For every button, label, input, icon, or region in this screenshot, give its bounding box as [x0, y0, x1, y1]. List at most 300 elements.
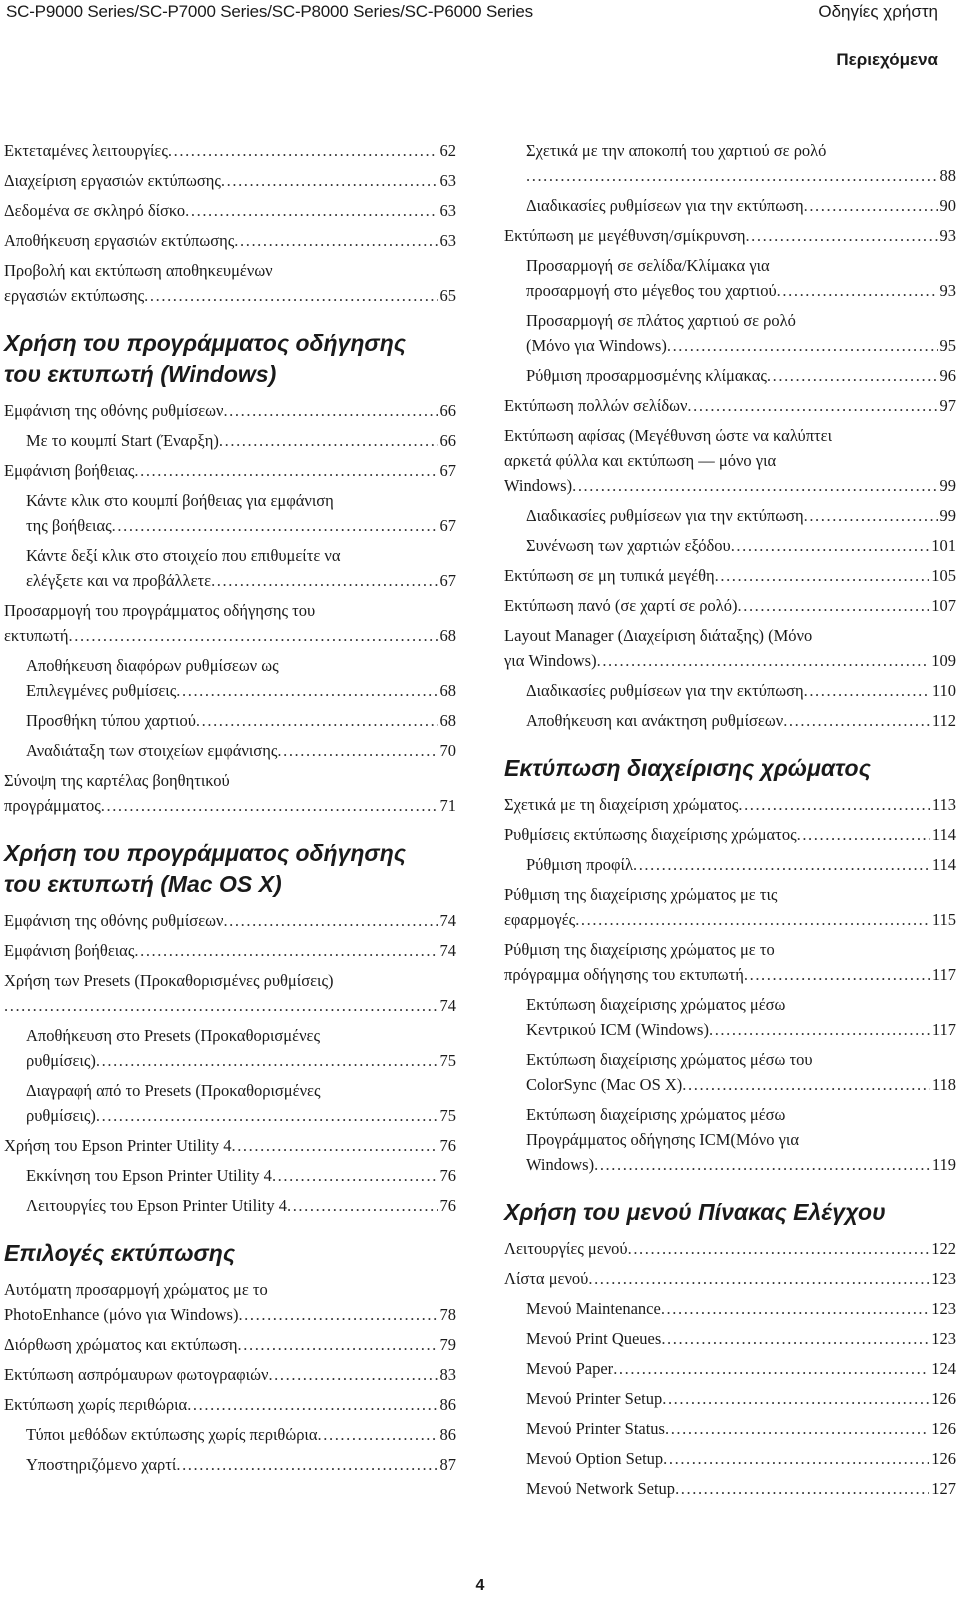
toc-entry-text: Αναδιάταξη των στοιχείων εμφάνισης	[26, 741, 278, 760]
document-title: Οδηγίες χρήστη	[818, 2, 938, 21]
section-heading	[4, 328, 456, 390]
page-header	[0, 0, 960, 40]
toc-entry-text: Λειτουργίες του Epson Printer Utility 4	[26, 1196, 287, 1215]
toc-entry[interactable]	[504, 393, 956, 418]
dot-leader	[168, 138, 438, 163]
dot-leader	[219, 428, 438, 453]
page-ref: 75	[439, 1106, 456, 1125]
toc-entry-text: Εκκίνηση του Epson Printer Utility 4	[26, 1166, 272, 1185]
page-ref: 105	[931, 566, 956, 585]
toc-entry-line	[526, 1152, 956, 1177]
toc-entry-text: Windows)	[526, 1155, 595, 1174]
page-ref: 114	[931, 855, 956, 874]
toc-subentry[interactable]	[4, 1023, 456, 1073]
dot-leader	[767, 363, 938, 388]
dot-leader	[687, 393, 937, 418]
page-ref: 65	[439, 286, 456, 305]
page-ref: 90	[939, 196, 956, 215]
toc-entry-text: Μενού Print Queues	[526, 1329, 662, 1348]
page-ref: 67	[439, 461, 456, 480]
page-ref: 75	[439, 1051, 456, 1070]
toc-entry[interactable]	[4, 168, 456, 193]
toc-entry-line	[4, 458, 456, 483]
dot-leader	[223, 908, 437, 933]
toc-entry-line	[26, 428, 456, 453]
toc-entry-text: Μενού Printer Setup	[526, 1389, 663, 1408]
toc-entry[interactable]	[504, 822, 956, 847]
toc-entry-line	[26, 708, 456, 733]
page-ref: 127	[931, 1479, 956, 1498]
toc-subentry[interactable]	[504, 708, 956, 733]
toc-subentry[interactable]	[504, 533, 956, 558]
toc-entry[interactable]	[4, 968, 456, 1018]
toc-entry-line	[526, 533, 956, 558]
dot-leader	[662, 1386, 929, 1411]
page-ref: 67	[439, 516, 456, 535]
toc-entry-text: Σχετικά με την αποκοπή του χαρτιού σε ρολό	[526, 141, 827, 160]
page-ref: 113	[931, 795, 956, 814]
toc-subentry[interactable]	[504, 1047, 956, 1097]
toc-entry-line	[504, 593, 956, 618]
dot-leader	[804, 193, 938, 218]
dot-leader	[594, 1152, 930, 1177]
toc-entry-text: ρυθμίσεις)	[26, 1106, 96, 1125]
toc-entry[interactable]	[4, 258, 456, 308]
section-heading	[4, 1238, 456, 1269]
page-ref: 123	[931, 1269, 956, 1288]
toc-right-column	[504, 138, 956, 1506]
toc-subentry[interactable]	[504, 678, 956, 703]
section-heading-line: Χρήση του προγράμματος οδήγησης	[4, 330, 406, 356]
toc-entry-line	[526, 1072, 956, 1097]
toc-subentry[interactable]	[504, 1102, 956, 1177]
page-ref: 126	[931, 1449, 956, 1468]
toc-entry-line	[526, 503, 956, 528]
toc-entry-text: Ρύθμιση προφίλ	[526, 855, 633, 874]
page-ref: 70	[439, 741, 456, 760]
toc-subentry[interactable]	[504, 992, 956, 1042]
dot-leader	[526, 163, 938, 188]
dot-leader	[738, 593, 930, 618]
toc-entry-text: Προβολή και εκτύπωση αποθηκευμένων	[4, 261, 273, 280]
toc-entry-text: Κάντε κλικ στο κουμπί βοήθειας για εμφάνιση	[26, 491, 334, 510]
toc-entry-text: Σύνοψη της καρτέλας βοηθητικού	[4, 771, 230, 790]
dot-leader	[731, 533, 930, 558]
toc-subentry[interactable]	[504, 1296, 956, 1321]
toc-entry-line	[526, 163, 956, 188]
toc-entry-line	[504, 962, 956, 987]
page-ref: 68	[439, 711, 456, 730]
page-ref: 112	[931, 711, 956, 730]
toc-subentry[interactable]	[504, 308, 956, 358]
toc-entry-text: ρυθμίσεις)	[26, 1051, 96, 1070]
page-ref: 68	[439, 626, 456, 645]
toc-entry-line	[504, 1266, 956, 1291]
page-ref: 110	[931, 681, 956, 700]
toc-entry-text: Εμφάνιση βοήθειας	[4, 941, 135, 960]
toc-entry[interactable]	[504, 623, 956, 673]
dot-leader	[211, 568, 437, 593]
toc-entry-line	[526, 1326, 956, 1351]
toc-entry-text: προσαρμογή στο μέγεθος του χαρτιού	[526, 281, 777, 300]
toc-subentry[interactable]	[4, 543, 456, 593]
toc-entry-text: Τύποι μεθόδων εκτύπωσης χωρίς περιθώρια	[26, 1425, 318, 1444]
toc-entry[interactable]	[504, 423, 956, 498]
toc-entry-line	[26, 678, 456, 703]
toc-entry-line	[526, 278, 956, 303]
toc-entry[interactable]	[4, 1392, 456, 1417]
dot-leader	[277, 738, 437, 763]
toc-entry-text: προγράμματος	[4, 796, 101, 815]
page-ref: 93	[939, 281, 956, 300]
toc-entry-line	[4, 1362, 456, 1387]
dot-leader	[665, 1416, 929, 1441]
page-ref: 126	[931, 1389, 956, 1408]
page-ref: 74	[439, 911, 456, 930]
toc-entry[interactable]	[504, 937, 956, 987]
toc-entry-text: Εκτύπωση διαχείρισης χρώματος μέσω του	[526, 1050, 813, 1069]
toc-entry-text: Λειτουργίες μενού	[504, 1239, 628, 1258]
toc-entry-text: Λίστα μενού	[504, 1269, 589, 1288]
toc-entry[interactable]	[504, 563, 956, 588]
toc-entry-line	[526, 1476, 956, 1501]
toc-entry-text: Μενού Option Setup	[526, 1449, 664, 1468]
toc-entry-text: Ρύθμιση προσαρμοσμένης κλίμακας	[526, 366, 767, 385]
dot-leader	[709, 1017, 930, 1042]
toc-entry-line	[4, 168, 456, 193]
dot-leader	[101, 793, 438, 818]
toc-entry-text: Μενού Network Setup	[526, 1479, 676, 1498]
toc-entry-text: Υποστηριζόμενο χαρτί	[26, 1455, 177, 1474]
toc-entry-text: Εμφάνιση της οθόνης ρυθμίσεων	[4, 401, 224, 420]
dot-leader	[187, 1392, 437, 1417]
toc-entry-line	[526, 678, 956, 703]
toc-subentry[interactable]	[504, 1356, 956, 1381]
toc-entry-line	[526, 708, 956, 733]
toc-entry-line	[504, 1236, 956, 1261]
page-ref: 95	[939, 336, 956, 355]
section-heading-line: του εκτυπωτή (Windows)	[4, 361, 277, 387]
page-ref: 76	[439, 1166, 456, 1185]
section-heading	[504, 1197, 956, 1228]
toc-entry-line	[26, 568, 456, 593]
toc-entry-text: Προσαρμογή σε πλάτος χαρτιού σε ρολό	[526, 311, 796, 330]
toc-entry-line	[526, 1296, 956, 1321]
toc-entry-text: Σχετικά με τη διαχείριση χρώματος	[504, 795, 739, 814]
page-ref: 76	[439, 1196, 456, 1215]
toc-entry[interactable]	[4, 1133, 456, 1158]
page-ref: 124	[931, 1359, 956, 1378]
dot-leader	[744, 962, 930, 987]
toc-entry-text: Μενού Printer Status	[526, 1419, 665, 1438]
toc-entry-text: Ρύθμιση της διαχείρισης χρώματος με το	[504, 940, 775, 959]
dot-leader	[783, 708, 930, 733]
toc-entry-line	[4, 1302, 456, 1327]
toc-subentry[interactable]	[504, 1446, 956, 1471]
dot-leader	[96, 1048, 438, 1073]
dot-leader	[238, 1302, 437, 1327]
toc-entry-text: (Μόνο για Windows)	[526, 336, 667, 355]
toc-entry[interactable]	[4, 458, 456, 483]
dot-leader	[588, 1266, 929, 1291]
toc-entry-text: της βοήθειας	[26, 516, 112, 535]
toc-subentry[interactable]	[4, 653, 456, 703]
toc-entry-line	[526, 1017, 956, 1042]
toc-entry-line	[504, 393, 956, 418]
toc-entry-text: PhotoEnhance (μόνο για Windows)	[4, 1305, 239, 1324]
dot-leader	[134, 458, 437, 483]
toc-entry-text: αρκετά φύλλα και εκτύπωση — μόνο για	[504, 451, 777, 470]
dot-leader	[667, 333, 938, 358]
section-heading-line: Εκτύπωση διαχείρισης χρώματος	[504, 755, 871, 781]
dot-leader	[804, 678, 930, 703]
toc-entry-line	[26, 1048, 456, 1073]
toc-entry-text: Εκτύπωση χωρίς περιθώρια	[4, 1395, 188, 1414]
dot-leader	[777, 278, 938, 303]
toc-entry[interactable]	[4, 908, 456, 933]
toc-entry-text: Κάντε δεξί κλικ στο στοιχείο που επιθυμείτε να	[26, 546, 341, 565]
page-ref: 119	[931, 1155, 956, 1174]
toc-left-column	[4, 138, 456, 1482]
toc-entry[interactable]	[4, 198, 456, 223]
toc-entry-line	[4, 793, 456, 818]
page-ref: 66	[439, 431, 456, 450]
toc-entry-text: Εκτύπωση με μεγέθυνση/σμίκρυνση	[504, 226, 746, 245]
toc-entry-text: Προσαρμογή σε σελίδα/Κλίμακα για	[526, 256, 770, 275]
toc-entry-text: Χρήση του Epson Printer Utility 4	[4, 1136, 232, 1155]
toc-subentry[interactable]	[504, 1326, 956, 1351]
toc-entry[interactable]	[504, 1266, 956, 1291]
toc-entry-text: Εκτύπωση ασπρόμαυρων φωτογραφιών	[4, 1365, 269, 1384]
toc-entry-line	[526, 1416, 956, 1441]
toc-entry-text: Προσαρμογή του προγράμματος οδήγησης του	[4, 601, 316, 620]
toc-entry-text: εφαρμογές	[504, 910, 576, 929]
page-ref: 78	[439, 1305, 456, 1324]
toc-entry[interactable]	[4, 938, 456, 963]
toc-entry-text: Δεδομένα σε σκληρό δίσκο	[4, 201, 186, 220]
toc-subentry[interactable]	[504, 193, 956, 218]
toc-entry-text: Εμφάνιση της οθόνης ρυθμίσεων	[4, 911, 224, 930]
dot-leader	[613, 1356, 929, 1381]
toc-subentry[interactable]	[4, 1422, 456, 1447]
toc-entry-text: Αποθήκευση εργασιών εκτύπωσης	[4, 231, 235, 250]
toc-entry[interactable]	[504, 593, 956, 618]
dot-leader	[597, 648, 930, 673]
toc-entry-text: Εκτύπωση πολλών σελίδων	[504, 396, 688, 415]
toc-subentry[interactable]	[4, 1163, 456, 1188]
toc-entry-text: Διόρθωση χρώματος και εκτύπωση	[4, 1335, 238, 1354]
toc-subentry[interactable]	[4, 1452, 456, 1477]
toc-entry-line	[4, 623, 456, 648]
toc-entry[interactable]	[4, 768, 456, 818]
toc-subentry[interactable]	[504, 503, 956, 528]
dot-leader	[745, 223, 937, 248]
toc-entry-line	[4, 198, 456, 223]
dot-leader	[268, 1362, 437, 1387]
dot-leader	[675, 1476, 929, 1501]
page-ref: 86	[439, 1425, 456, 1444]
toc-entry-text: για Windows)	[504, 651, 597, 670]
toc-entry-line	[504, 907, 956, 932]
toc-entry-line	[504, 648, 956, 673]
toc-entry[interactable]	[4, 598, 456, 648]
toc-subentry[interactable]	[4, 1078, 456, 1128]
toc-entry-text: Αποθήκευση διαφόρων ρυθμίσεων ως	[26, 656, 279, 675]
dot-leader	[715, 563, 930, 588]
dot-leader	[144, 283, 437, 308]
page-ref: 63	[439, 231, 456, 250]
section-heading-line: Χρήση του μενού Πίνακας Ελέγχου	[504, 1199, 886, 1225]
toc-entry-text: Αποθήκευση και ανάκτηση ρυθμίσεων	[526, 711, 784, 730]
dot-leader	[682, 1072, 930, 1097]
section-heading-line: Χρήση του προγράμματος οδήγησης	[4, 840, 406, 866]
toc-subentry[interactable]	[504, 253, 956, 303]
page-ref: 74	[439, 996, 456, 1015]
page-ref: 122	[931, 1239, 956, 1258]
page-ref: 123	[931, 1329, 956, 1348]
page-ref: 83	[439, 1365, 456, 1384]
toc-entry-text: Προγράμματος οδήγησης ICM(Μόνο για	[526, 1130, 799, 1149]
toc-entry[interactable]	[504, 1236, 956, 1261]
dot-leader	[234, 228, 437, 253]
dot-leader	[112, 513, 438, 538]
section-heading-line: Επιλογές εκτύπωσης	[4, 1240, 236, 1266]
toc-entry-text: Κεντρικού ICM (Windows)	[526, 1020, 709, 1039]
toc-entry-text: ελέγξετε και να προβάλλετε	[26, 571, 212, 590]
toc-entry-text: Προσθήκη τύπου χαρτιού	[26, 711, 196, 730]
toc-entry[interactable]	[4, 1277, 456, 1327]
dot-leader	[4, 993, 438, 1018]
dot-leader	[663, 1446, 929, 1471]
dot-leader	[633, 852, 930, 877]
page-ref: 76	[439, 1136, 456, 1155]
toc-entry-line	[504, 792, 956, 817]
toc-entry[interactable]	[4, 1332, 456, 1357]
toc-entry-text: Διαδικασίες ρυθμίσεων για την εκτύπωση	[526, 196, 804, 215]
toc-subentry[interactable]	[4, 738, 456, 763]
toc-entry-line	[4, 1133, 456, 1158]
toc-entry-text: Layout Manager (Διαχείριση διάταξης) (Μόνο	[504, 626, 813, 645]
toc-entry[interactable]	[504, 223, 956, 248]
toc-subentry[interactable]	[4, 488, 456, 538]
toc-entry-line	[4, 1392, 456, 1417]
page-ref: 88	[939, 166, 956, 185]
toc-entry-line	[4, 398, 456, 423]
toc-entry-text: Επιλεγμένες ρυθμίσεις	[26, 681, 177, 700]
dot-leader	[575, 907, 930, 932]
toc-entry[interactable]	[4, 228, 456, 253]
section-heading-line: του εκτυπωτή (Mac OS X)	[4, 871, 282, 897]
section-heading	[4, 838, 456, 900]
toc-entry-line	[4, 993, 456, 1018]
dot-leader	[176, 678, 437, 703]
toc-entry-text: Εμφάνιση βοήθειας	[4, 461, 135, 480]
toc-entry-text: Εκτύπωση διαχείρισης χρώματος μέσω	[526, 995, 786, 1014]
toc-subentry[interactable]	[4, 1193, 456, 1218]
toc-entry[interactable]	[4, 138, 456, 163]
dot-leader	[221, 168, 438, 193]
dot-leader	[176, 1452, 437, 1477]
section-heading	[504, 753, 956, 784]
dot-leader	[185, 198, 437, 223]
toc-entry-line	[26, 1163, 456, 1188]
toc-entry-line	[526, 1356, 956, 1381]
toc-entry-line	[504, 563, 956, 588]
dot-leader	[318, 1422, 438, 1447]
page-ref: 79	[439, 1335, 456, 1354]
toc-entry-line	[26, 1452, 456, 1477]
toc-entry-line	[26, 1103, 456, 1128]
page-ref: 117	[931, 1020, 956, 1039]
toc-entry-text: ColorSync (Mac OS X)	[526, 1075, 683, 1094]
toc-entry-line	[4, 938, 456, 963]
toc-subentry[interactable]	[504, 363, 956, 388]
dot-leader	[661, 1326, 929, 1351]
toc-entry[interactable]	[4, 1362, 456, 1387]
dot-leader	[628, 1236, 930, 1261]
toc-entry-line	[26, 1422, 456, 1447]
page-ref: 109	[931, 651, 956, 670]
toc-subentry[interactable]	[4, 708, 456, 733]
toc-entry-text: Συνένωση των χαρτιών εξόδου	[526, 536, 731, 555]
toc-entry-line	[4, 228, 456, 253]
toc-entry-text: Ρυθμίσεις εκτύπωσης διαχείρισης χρώματος	[504, 825, 797, 844]
toc-entry-text: Αυτόματη προσαρμογή χρώματος με το	[4, 1280, 268, 1299]
page-ref: 63	[439, 171, 456, 190]
page-ref: 115	[931, 910, 956, 929]
toc-entry[interactable]	[4, 398, 456, 423]
toc-entry-text: Εκτύπωση σε μη τυπικά μεγέθη	[504, 566, 715, 585]
product-name: SC-P9000 Series/SC-P7000 Series/SC-P8000 Series/SC-P6000 Series	[6, 2, 533, 21]
dot-leader	[238, 1332, 438, 1357]
toc-subentry[interactable]	[504, 852, 956, 877]
toc-entry-text: Εκτύπωση διαχείρισης χρώματος μέσω	[526, 1105, 786, 1124]
dot-leader	[134, 938, 437, 963]
toc-entry-text: Αποθήκευση στο Presets (Προκαθορισμένες	[26, 1026, 320, 1045]
toc-subentry[interactable]	[4, 428, 456, 453]
toc-entry[interactable]	[504, 792, 956, 817]
dot-leader	[287, 1193, 438, 1218]
toc-subentry[interactable]	[504, 1416, 956, 1441]
dot-leader	[797, 822, 930, 847]
toc-entry-line	[504, 822, 956, 847]
page-ref: 97	[939, 396, 956, 415]
page-ref: 63	[439, 201, 456, 220]
dot-leader	[69, 623, 438, 648]
toc-entry-text: εργασιών εκτύπωσης	[4, 286, 145, 305]
toc-subentry[interactable]	[504, 1386, 956, 1411]
dot-leader	[804, 503, 938, 528]
toc-entry-text: Διαδικασίες ρυθμίσεων για την εκτύπωση	[526, 506, 804, 525]
dot-leader	[661, 1296, 929, 1321]
toc-entry-text: εκτυπωτή	[4, 626, 69, 645]
toc-entry[interactable]	[504, 882, 956, 932]
toc-subentry[interactable]	[504, 1476, 956, 1501]
dot-leader	[196, 708, 438, 733]
page-ref: 107	[931, 596, 956, 615]
toc-entry-text: Διαχείριση εργασιών εκτύπωσης	[4, 171, 221, 190]
page-ref: 118	[931, 1075, 956, 1094]
toc-entry-text: Εκτύπωση αφίσας (Μεγέθυνση ώστε να καλύπτει	[504, 426, 833, 445]
toc-entry-line	[526, 852, 956, 877]
toc-subentry[interactable]	[504, 138, 956, 188]
page-ref: 126	[931, 1419, 956, 1438]
page-ref: 62	[439, 141, 456, 160]
toc-entry-line	[26, 738, 456, 763]
page-ref: 87	[439, 1455, 456, 1474]
toc-entry-line	[526, 333, 956, 358]
page-ref: 67	[439, 571, 456, 590]
